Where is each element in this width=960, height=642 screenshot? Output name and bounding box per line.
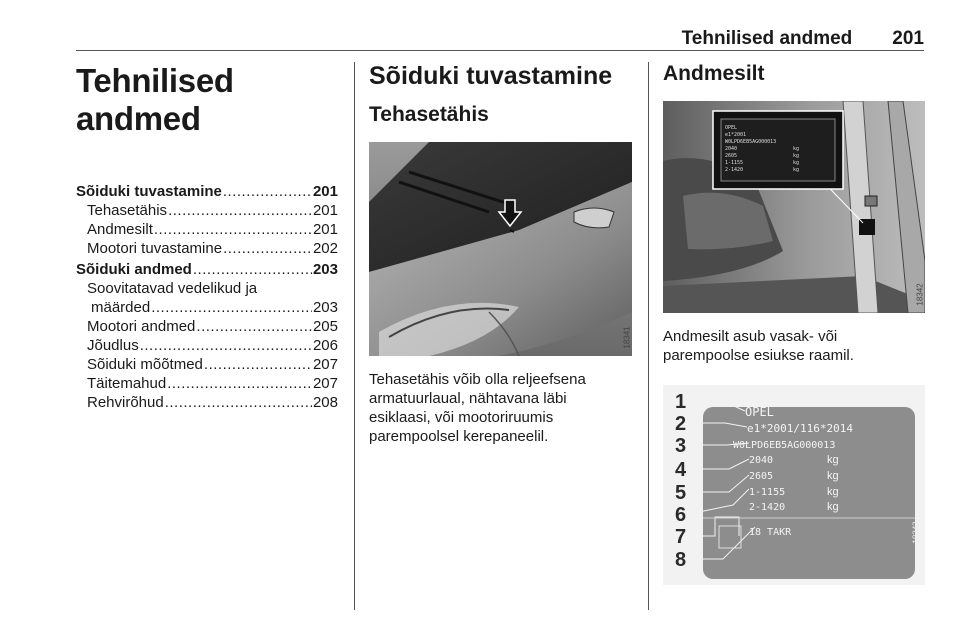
chapter-toc-column — [76, 62, 338, 412]
toc-page: 203 — [312, 299, 338, 316]
chapter-title: Tehnilised andmed — [76, 62, 234, 137]
running-head — [682, 28, 924, 50]
toc-page: 208 — [312, 394, 338, 411]
toc-label: Rehvirõhud — [87, 394, 164, 411]
car-figure — [369, 142, 632, 356]
svg-text:1-1155: 1-1155 — [725, 160, 744, 166]
svg-text:OPEL: OPEL — [725, 125, 738, 131]
toc-entry-soiduki-tuvastamine[interactable] — [76, 182, 338, 201]
toc-page: 207 — [312, 375, 338, 392]
toc-page: 202 — [312, 240, 338, 257]
figure-number: 18341 — [622, 326, 632, 349]
vehicle-identification-column — [369, 62, 632, 446]
toc-label: Sõiduki andmed — [76, 261, 192, 278]
toc-page: 207 — [312, 356, 338, 373]
toc-entry-rehvirohud[interactable] — [76, 393, 338, 412]
toc-label: Mootori tuvastamine — [87, 240, 223, 257]
toc-label: Sõiduki tuvastamine — [76, 183, 222, 200]
toc-page: 205 — [312, 318, 338, 335]
plate-row-6: 1-1155 — [749, 487, 786, 498]
plate-row-1: OPEL — [745, 405, 774, 419]
unit-3: kg — [827, 486, 839, 498]
svg-text:2605: 2605 — [725, 153, 738, 159]
plate-row-7: 2-1420 — [749, 502, 786, 513]
body-line: Andmesilt asub vasak- või — [663, 328, 838, 345]
body-line: esiklaasi, või mootoriruumis — [369, 409, 554, 426]
toc-page: 201 — [312, 221, 338, 238]
toc-label: Andmesilt — [87, 221, 153, 238]
toc-page: 206 — [312, 337, 338, 354]
toc-label: Mootori andmed — [87, 318, 196, 335]
toc-entry-mootori-andmed[interactable] — [76, 317, 338, 336]
page-number: 201 — [892, 28, 924, 49]
callout-2: 2 — [675, 413, 687, 435]
svg-text:2040: 2040 — [725, 146, 738, 152]
toc-label: Tehasetähis — [87, 202, 168, 219]
callout-7: 7 — [675, 526, 687, 548]
andmesilt-title: Andmesilt — [663, 62, 765, 85]
callout-4: 4 — [675, 459, 687, 481]
toc-entry-soiduki-moodtmed[interactable] — [76, 355, 338, 374]
body-line: parempoolsel kerepaneelil. — [369, 428, 549, 445]
column-divider-1 — [354, 62, 355, 610]
toc-label: Sõiduki mõõtmed — [87, 356, 203, 373]
callout-3: 3 — [675, 435, 687, 457]
plate-row-8: 18 TAKR — [749, 527, 792, 538]
plate-row-4: 2040 — [749, 455, 774, 466]
toc-page: 201 — [312, 183, 338, 200]
svg-text:kg: kg — [793, 167, 800, 173]
figure-number: 18342 — [915, 283, 925, 306]
unit-1: kg — [827, 454, 839, 466]
header-rule — [76, 50, 924, 51]
data-plate-diagram — [663, 385, 925, 585]
svg-text:e1*2001: e1*2001 — [725, 132, 747, 138]
door-figure — [663, 101, 925, 313]
svg-text:kg: kg — [793, 153, 800, 159]
toc-entry-taitemahud[interactable] — [76, 374, 338, 393]
plate-row-2: e1*2001/116*2014 — [747, 422, 853, 435]
toc-label: määrded — [91, 299, 151, 316]
running-head-title: Tehnilised andmed — [681, 28, 853, 49]
callout-5: 5 — [675, 482, 687, 504]
callout-8: 8 — [675, 549, 687, 571]
toc-entry-vedelikud-line1[interactable]: Soovitatavad vedelikud ja — [87, 280, 258, 297]
column-divider-2 — [648, 62, 649, 610]
svg-text:W0LPD6EB5AG000013: W0LPD6EB5AG000013 — [725, 139, 777, 145]
toc-entry-andmesilt[interactable] — [76, 220, 338, 239]
plate-row-3: W0LPD6EB5AG000013 — [733, 440, 836, 451]
andmesilt-body — [663, 327, 925, 365]
toc-page: 203 — [312, 261, 338, 278]
plate-row-5: 2605 — [749, 471, 774, 482]
unit-2: kg — [827, 470, 839, 482]
svg-text:kg: kg — [793, 146, 800, 152]
door-frame-illustration — [663, 101, 925, 313]
toc-page: 201 — [312, 202, 338, 219]
toc-label: Jõudlus — [87, 337, 139, 354]
body-line: Tehasetähis võib olla reljeefsena — [369, 371, 586, 388]
body-line: parempoolse esiukse raamil. — [663, 347, 854, 364]
toc-entry-joudlus[interactable] — [76, 336, 338, 355]
car-illustration — [369, 142, 632, 356]
unit-4: kg — [827, 501, 839, 513]
callout-1: 1 — [675, 391, 687, 413]
toc-entry-tehasetahis[interactable] — [76, 201, 338, 220]
data-plate-column — [663, 62, 925, 585]
section-title: Sõiduki tuvastamine — [369, 62, 613, 90]
toc-entry-soiduki-andmed[interactable] — [76, 260, 338, 279]
body-line: armatuurlaual, nähtavana läbi — [369, 390, 567, 407]
section-body — [369, 370, 632, 446]
toc-label: Täitemahud — [87, 375, 167, 392]
subsection-title: Tehasetähis — [369, 103, 489, 126]
figure-number: 18343 — [911, 521, 921, 544]
svg-text:kg: kg — [793, 160, 800, 166]
callout-6: 6 — [675, 504, 687, 526]
data-plate-figure — [663, 385, 925, 585]
toc-entry-mootori-tuvastamine[interactable] — [76, 239, 338, 258]
svg-text:2-1420: 2-1420 — [725, 167, 744, 173]
toc-entry-vedelikud-line2[interactable] — [76, 298, 338, 317]
